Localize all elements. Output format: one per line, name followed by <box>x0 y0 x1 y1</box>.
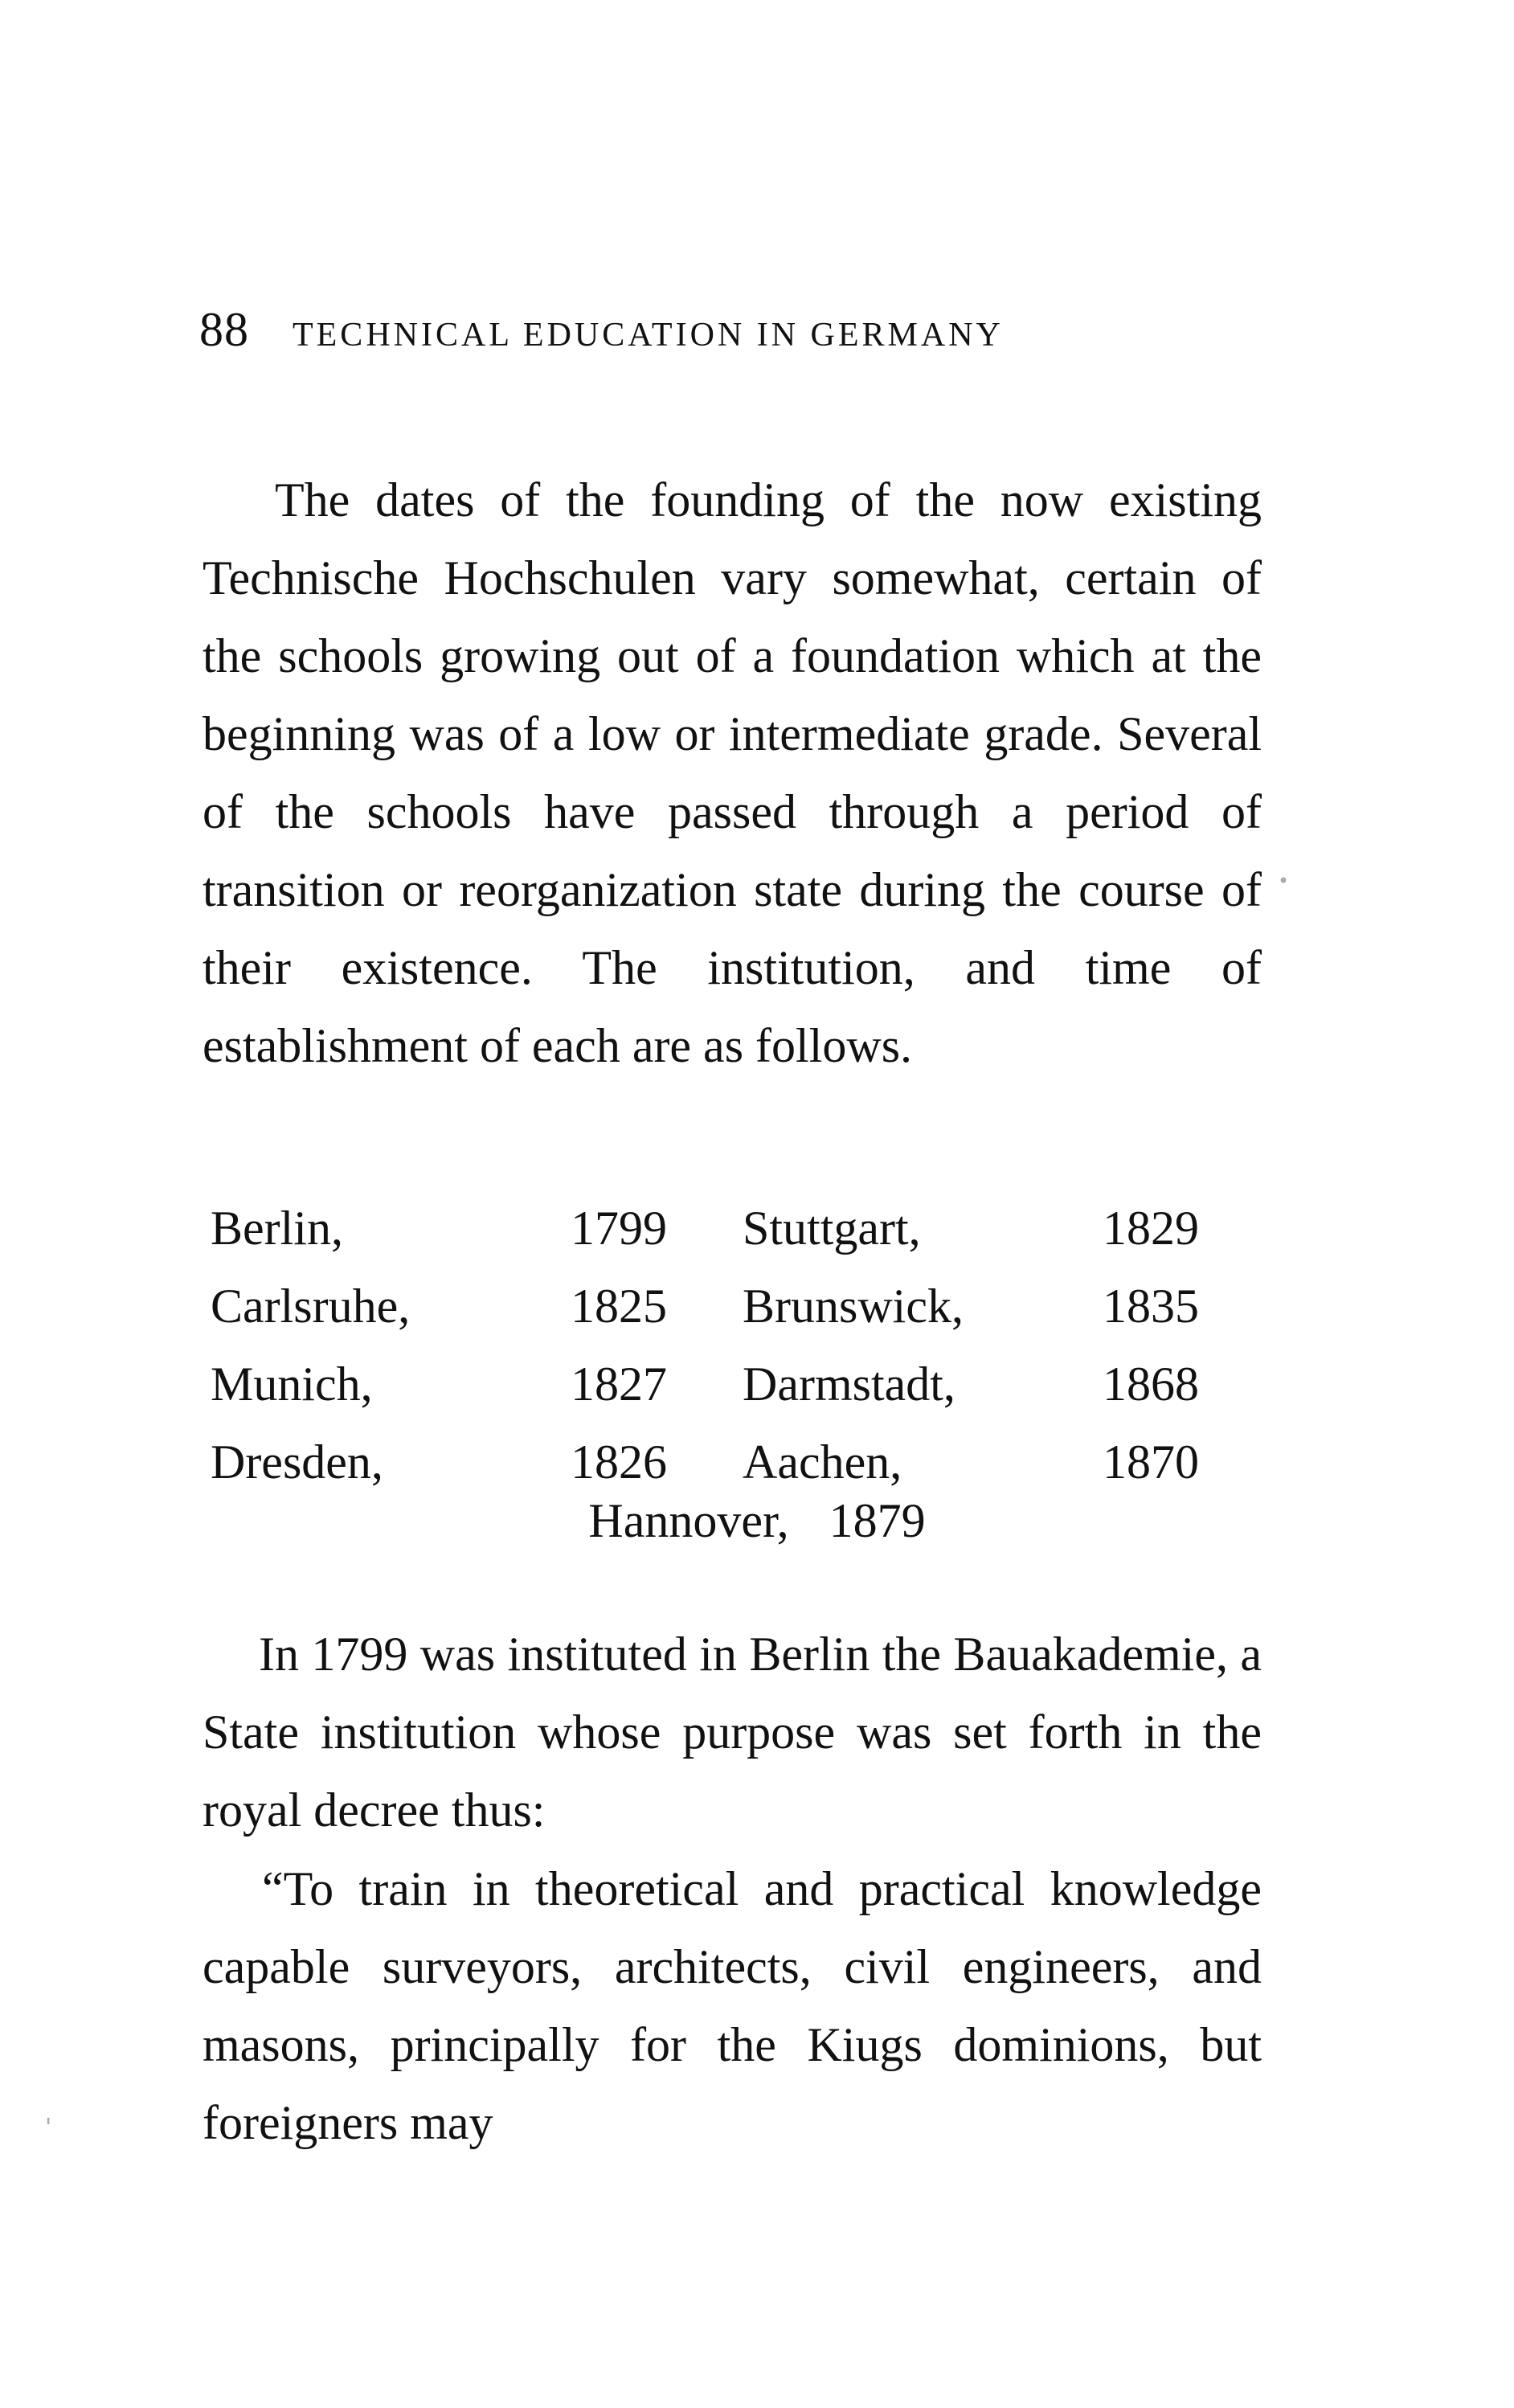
city-name: Carlsruhe, <box>211 1280 411 1333</box>
running-head <box>199 302 1260 358</box>
city-name: Aachen, <box>743 1435 902 1489</box>
founding-year: 1835 <box>1103 1280 1199 1333</box>
city-name: Stuttgart, <box>743 1202 921 1255</box>
founding-year: 1826 <box>571 1435 667 1489</box>
city-name: Munich, <box>211 1358 373 1411</box>
founding-year: 1870 <box>1103 1435 1199 1489</box>
table-row <box>211 1345 1271 1423</box>
final-institution-row <box>0 1482 1514 1560</box>
city-name: Berlin, <box>211 1202 343 1255</box>
institution-table <box>211 1190 1271 1501</box>
table-row <box>211 1267 1271 1345</box>
scan-mark: ' <box>45 2114 52 2142</box>
paragraph-founding-dates: The dates of the founding of the now existing Technische Hochschulen vary somewhat, certain of the schools growing out of a foundation which at the beginning was of a low or intermediate grade. Several of the schools have passed through a period of transition or reorganization state during the course of their existence. The institution, and time of establishment of each are as follows. <box>203 473 1262 1072</box>
scan-mark: • <box>1278 870 1290 892</box>
city-name: Darmstadt, <box>743 1358 955 1411</box>
table-row <box>211 1190 1271 1267</box>
founding-year: 1827 <box>571 1358 667 1411</box>
founding-year: 1829 <box>1103 1202 1199 1255</box>
paragraph-bauakademie: In 1799 was instituted in Berlin the Bauakademie, a State institution whose purpose was set forth in the royal decree thus: <box>203 1628 1262 1837</box>
founding-year: 1868 <box>1103 1358 1199 1411</box>
city-name: Dresden, <box>211 1435 383 1489</box>
city-name: Brunswick, <box>743 1280 964 1333</box>
page-number: 88 <box>199 303 249 356</box>
city-name: Hannover, <box>588 1494 789 1547</box>
paragraph-royal-decree-quote: “To train in theoretical and practical knowledge capable surveyors, architects, civil engineers, and masons, principally for the Kiugs dominions, but foreigners may <box>203 1862 1262 2149</box>
founding-year: 1825 <box>571 1280 667 1333</box>
founding-year: 1879 <box>829 1494 926 1547</box>
running-title: TECHNICAL EDUCATION IN GERMANY <box>293 317 1004 354</box>
founding-year: 1799 <box>571 1202 667 1255</box>
